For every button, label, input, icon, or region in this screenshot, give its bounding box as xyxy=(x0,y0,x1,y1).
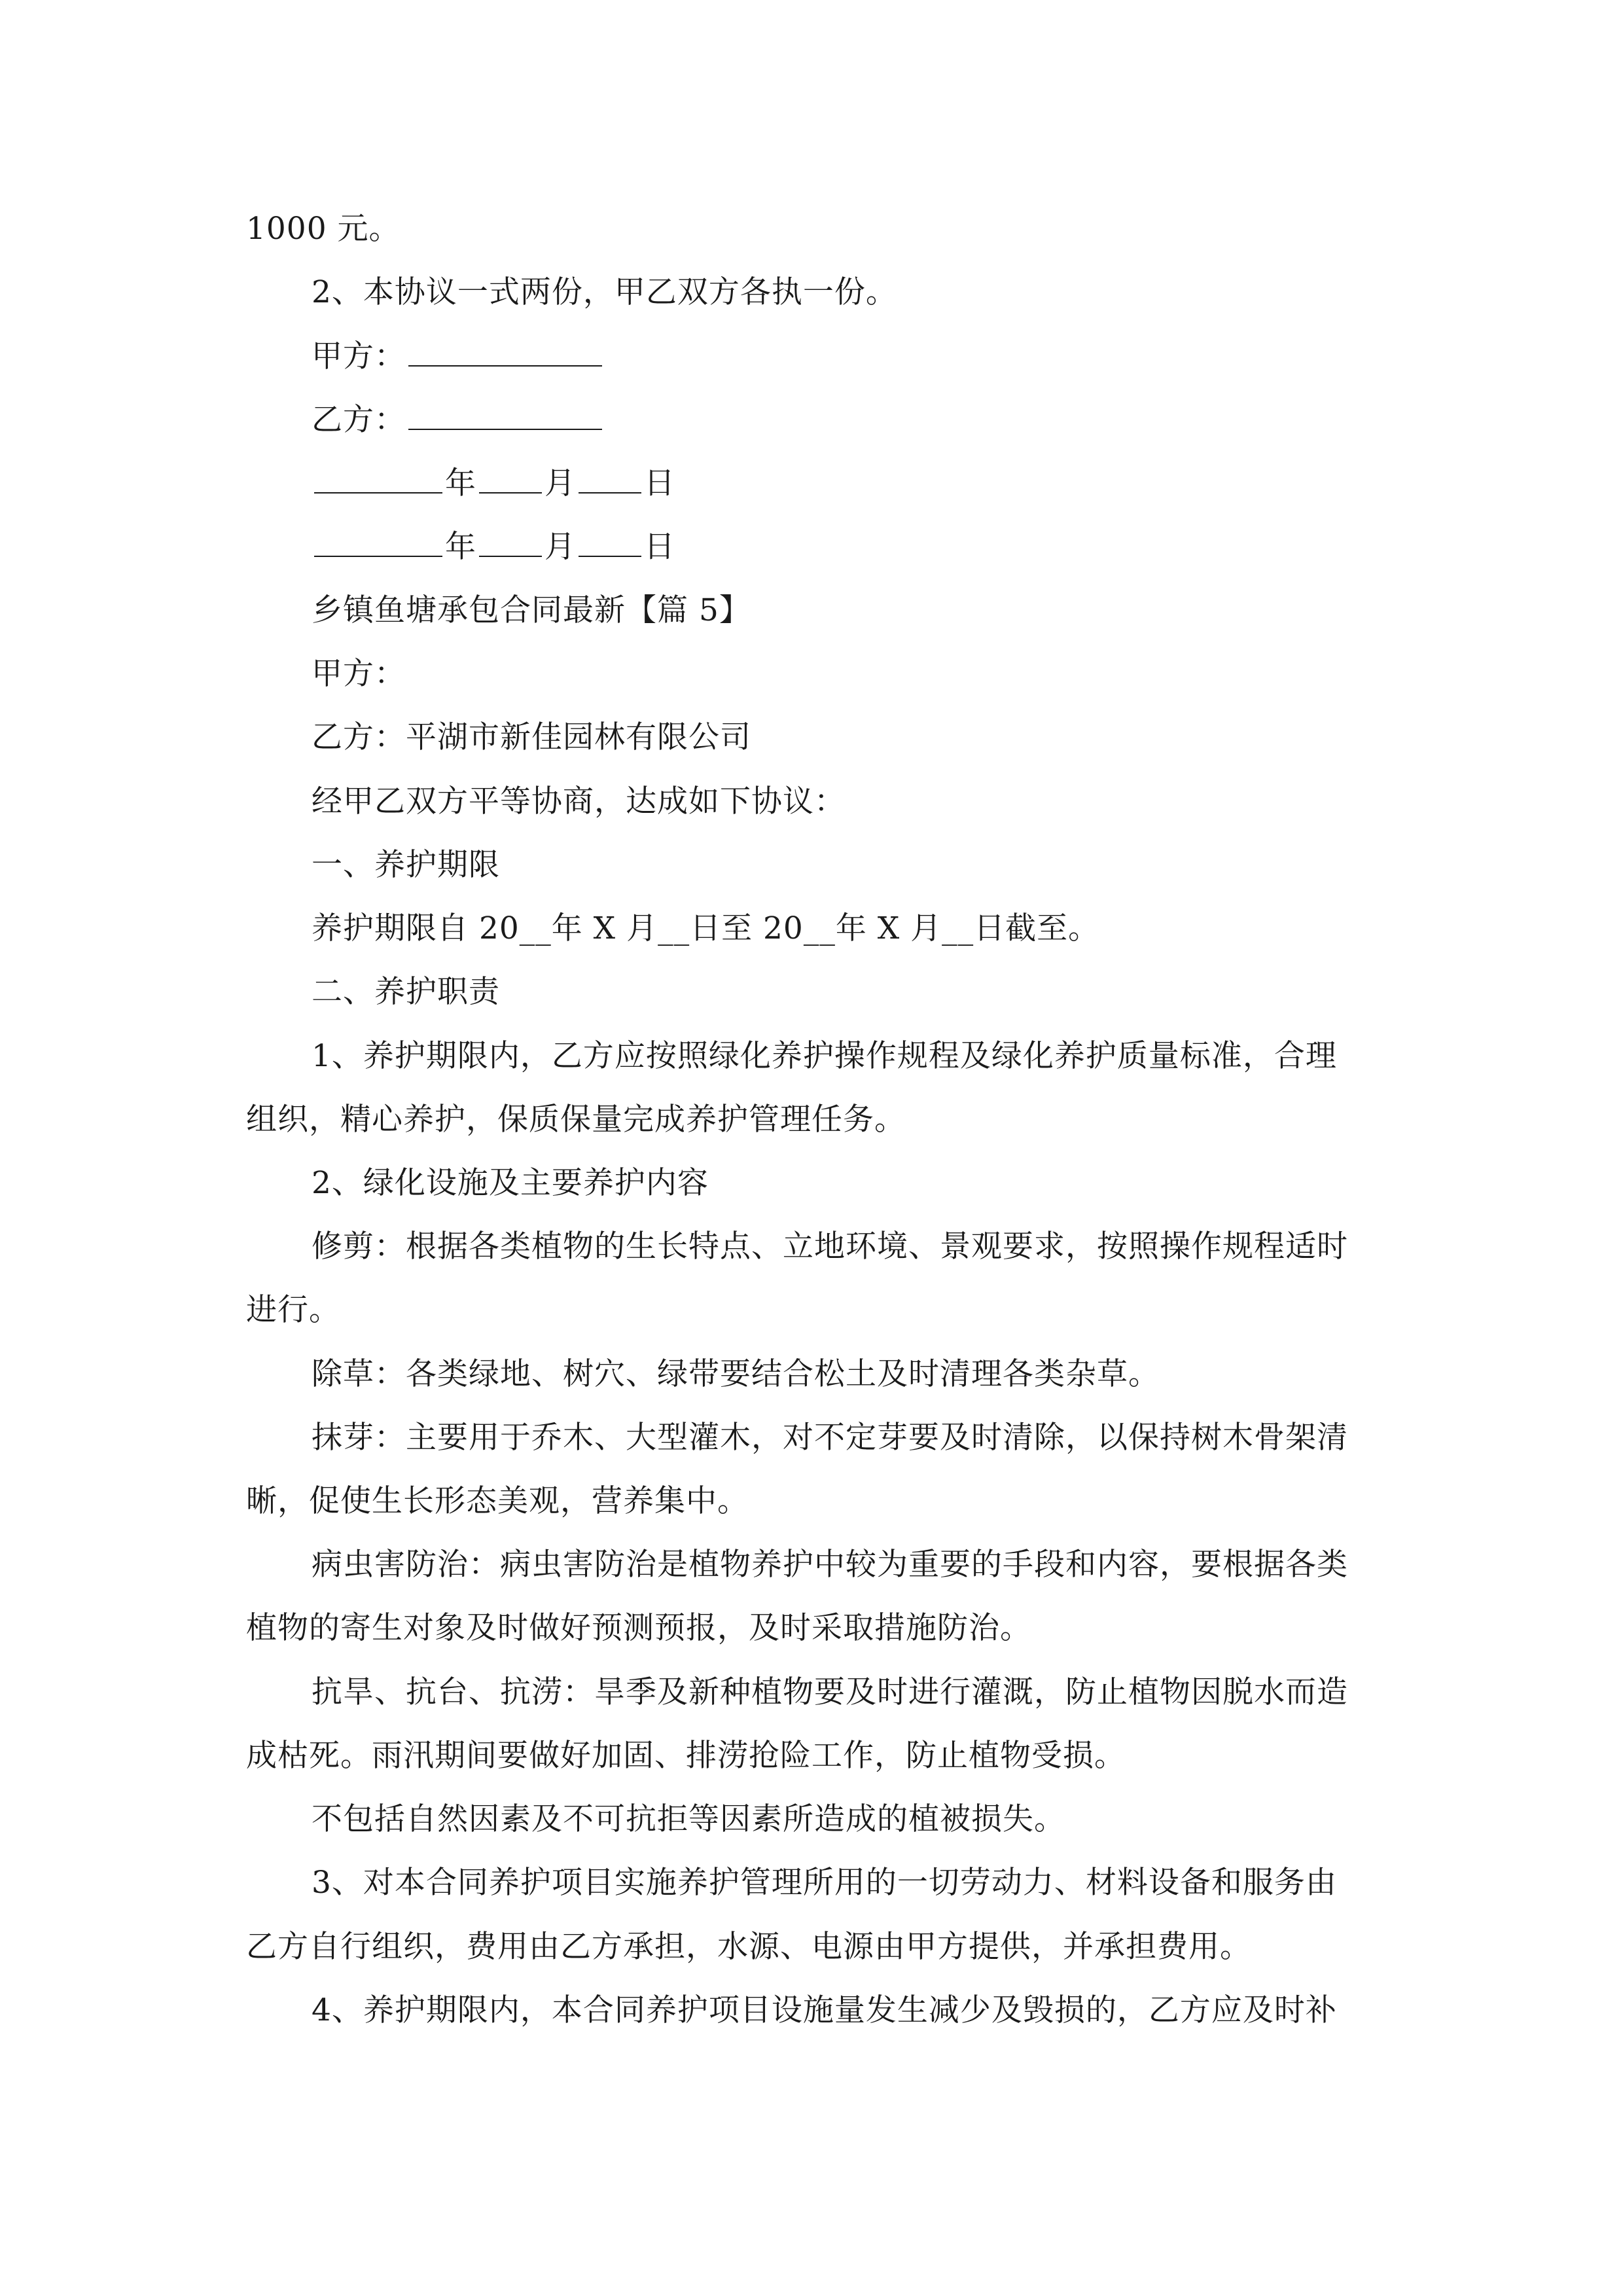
text-line: 养护期限自 20__年 X 月__日至 20__年 X 月__日截至。 xyxy=(312,910,1100,946)
text-line: 经甲乙双方平等协商，达成如下协议： xyxy=(312,783,846,819)
text-line: 1、养护期限内，乙方应按照绿化养护操作规程及绿化养护质量标准，合理 xyxy=(312,1038,1337,1074)
year-label: 年 xyxy=(445,465,476,501)
text-line: 乙方自行组织，费用由乙方承担，水源、电源由甲方提供，并承担费用。 xyxy=(246,1929,1251,1965)
text-line: 晰，促使生长形态美观，营养集中。 xyxy=(246,1483,749,1519)
text-line: 2、本协议一式两份，甲乙双方各执一份。 xyxy=(312,274,897,310)
day-blank xyxy=(579,466,641,493)
text-line: 病虫害防治：病虫害防治是植物养护中较为重要的手段和内容，要根据各类 xyxy=(312,1547,1348,1583)
signature-blank xyxy=(408,339,602,367)
text-line: 2、绿化设施及主要养护内容 xyxy=(312,1165,709,1201)
signature-blank xyxy=(408,403,602,430)
text-line: 抹芽：主要用于乔木、大型灌木，对不定芽要及时清除，以保持树木骨架清 xyxy=(312,1420,1348,1456)
text-line: 4、养护期限内，本合同养护项目设施量发生减少及毁损的，乙方应及时补 xyxy=(312,1992,1337,2028)
day-blank xyxy=(579,529,641,557)
day-label: 日 xyxy=(644,465,675,501)
text-line: 植物的寄生对象及时做好预测预报，及时采取措施防治。 xyxy=(246,1610,1031,1646)
text-line: 成枯死。雨汛期间要做好加固、排涝抢险工作，防止植物受损。 xyxy=(246,1738,1126,1774)
year-blank xyxy=(314,529,442,557)
party-b-label: 乙方： xyxy=(312,402,406,438)
month-blank xyxy=(479,466,542,493)
signature-party-b xyxy=(312,401,605,440)
month-blank xyxy=(479,529,542,557)
text-line: 甲方： xyxy=(312,656,406,692)
text-line: 修剪：根据各类植物的生长特点、立地环境、景观要求，按照操作规程适时 xyxy=(312,1229,1348,1265)
text-line: 1000 元。 xyxy=(246,211,401,247)
text-line: 3、对本合同养护项目实施养护管理所用的一切劳动力、材料设备和服务由 xyxy=(312,1865,1337,1901)
signature-party-a xyxy=(312,337,605,376)
year-blank xyxy=(314,466,442,493)
text-line: 乙方：平湖市新佳园林有限公司 xyxy=(312,719,751,755)
date-line xyxy=(312,464,675,503)
day-label: 日 xyxy=(644,529,675,565)
section-heading: 乡镇鱼塘承包合同最新【篇 5】 xyxy=(312,592,751,628)
party-a-label: 甲方： xyxy=(312,338,406,374)
year-label: 年 xyxy=(445,529,476,565)
text-line: 一、养护期限 xyxy=(312,847,500,883)
text-line: 二、养护职责 xyxy=(312,974,500,1010)
date-line xyxy=(312,528,675,567)
month-label: 月 xyxy=(544,465,576,501)
text-line: 不包括自然因素及不可抗拒等因素所造成的植被损失。 xyxy=(312,1801,1065,1837)
text-line: 抗旱、抗台、抗涝：旱季及新种植物要及时进行灌溉，防止植物因脱水而造 xyxy=(312,1674,1348,1710)
text-line: 进行。 xyxy=(246,1292,340,1328)
month-label: 月 xyxy=(544,529,576,565)
text-line: 除草：各类绿地、树穴、绿带要结合松土及时清理各类杂草。 xyxy=(312,1356,1160,1392)
text-line: 组织，精心养护，保质保量完成养护管理任务。 xyxy=(246,1102,906,1138)
